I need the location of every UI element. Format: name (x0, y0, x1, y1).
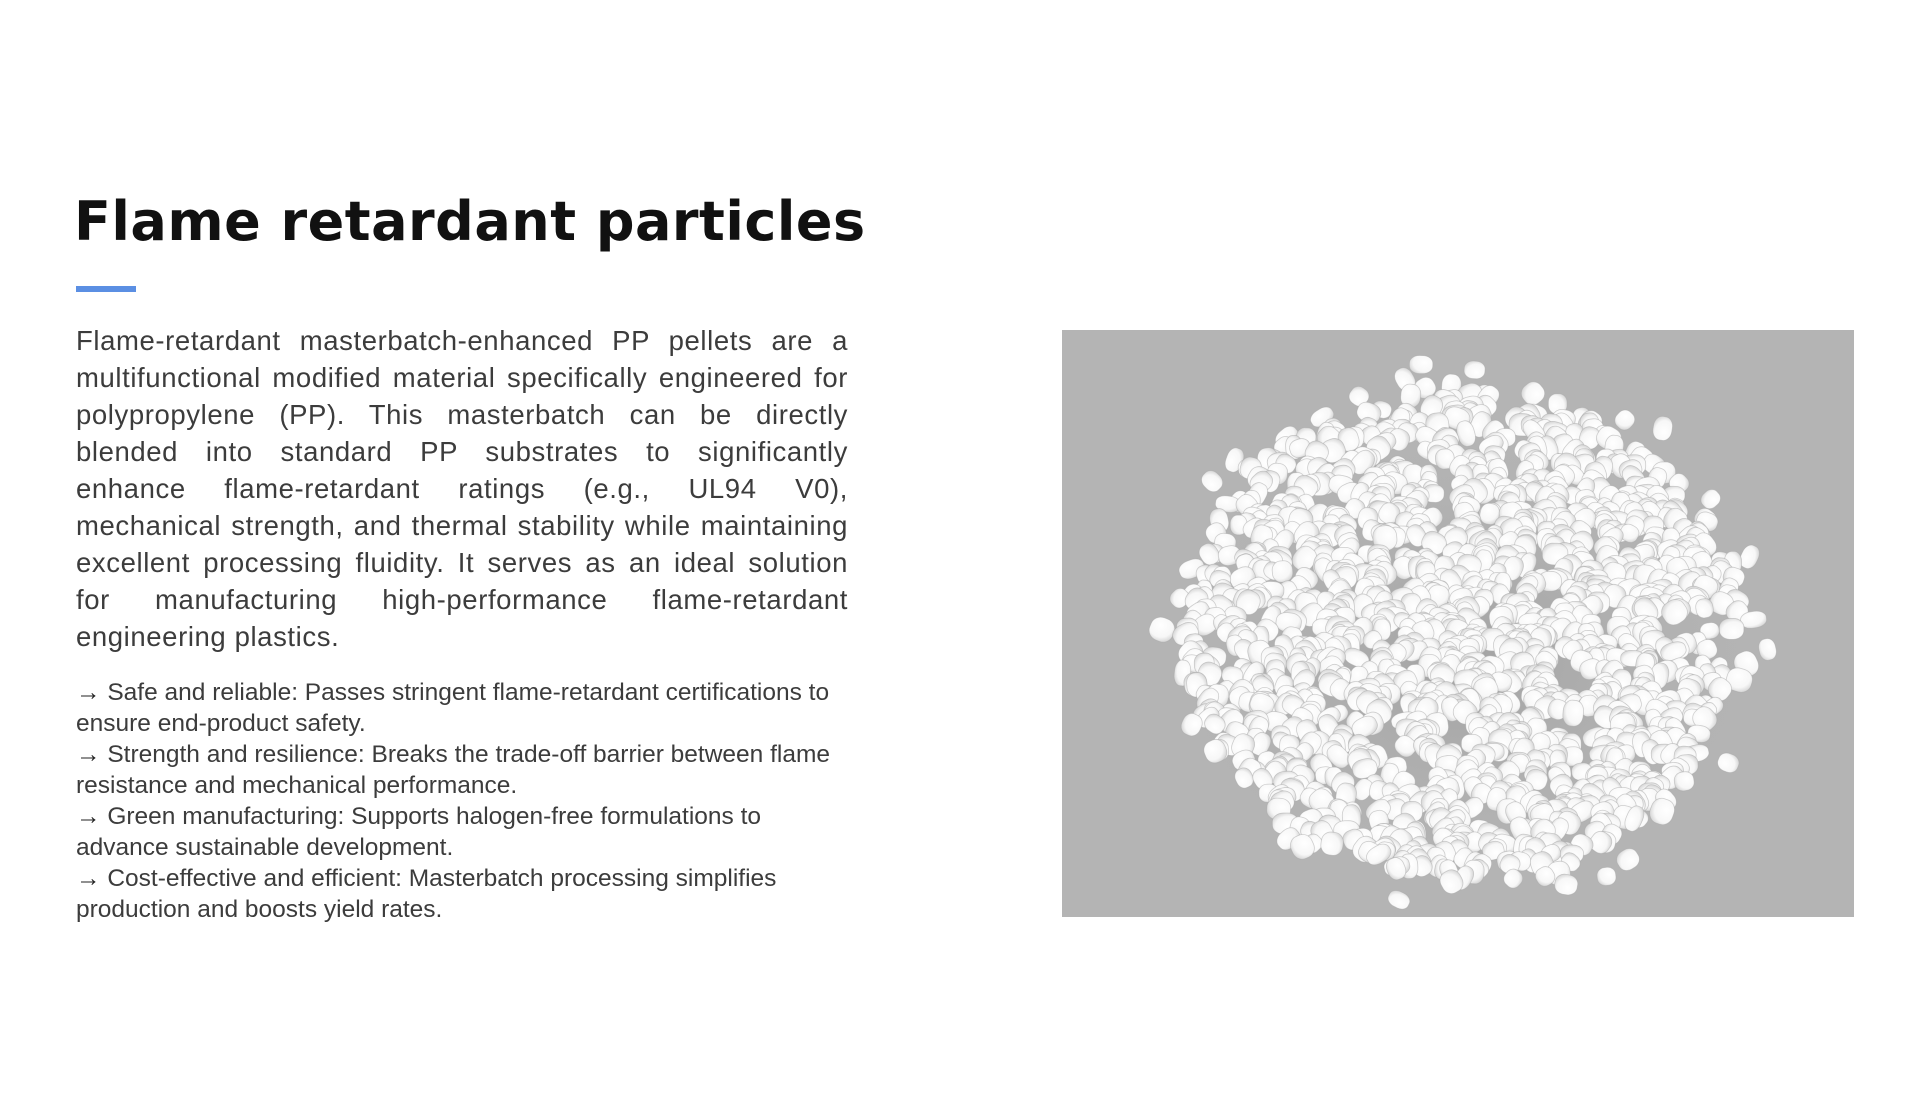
pellet (1271, 560, 1293, 583)
pellet (1464, 360, 1486, 379)
pellet (1596, 866, 1617, 886)
feature-item (76, 863, 856, 925)
arrow-right-icon: → (76, 803, 101, 830)
feature-item (76, 677, 856, 739)
pellet (1719, 618, 1744, 639)
feature-text: Safe and reliable: Passes stringent flame-retardant certifications to ensure end-product safety. (76, 679, 830, 737)
pellet-pile-illustration (1062, 330, 1854, 917)
feature-text: Strength and resilience: Breaks the trade-off barrier between flame resistance and mechanical performance. (76, 741, 831, 799)
arrow-right-icon: → (76, 865, 101, 892)
feature-item (76, 739, 856, 801)
title-accent-bar (76, 286, 136, 292)
arrow-right-icon: → (76, 741, 101, 768)
product-description: Flame-retardant masterbatch-enhanced PP pellets are a multifunctional modified material specifically engineered for polypropylene (PP). This masterbatch can be directly blended into standard PP substrates to significantly enhance flame-retardant ratings (e.g., UL94 V0), mechanical strength, and thermal stability while maintaining excellent processing fluidity. It serves as an ideal solution for manufacturing high-performance flame-retardant engineering plastics. (76, 325, 848, 652)
feature-item (76, 801, 856, 863)
pellet (1651, 415, 1674, 442)
feature-list (76, 677, 856, 925)
pellet (1409, 355, 1433, 373)
feature-text: Cost-effective and efficient: Masterbatch processing simplifies production and boosts yield rates. (76, 865, 777, 923)
page-title: Flame retardant particles (74, 190, 866, 253)
feature-text: Green manufacturing: Supports halogen-free formulations to advance sustainable development. (76, 803, 762, 861)
arrow-right-icon: → (76, 679, 101, 706)
product-photo (1062, 330, 1854, 917)
